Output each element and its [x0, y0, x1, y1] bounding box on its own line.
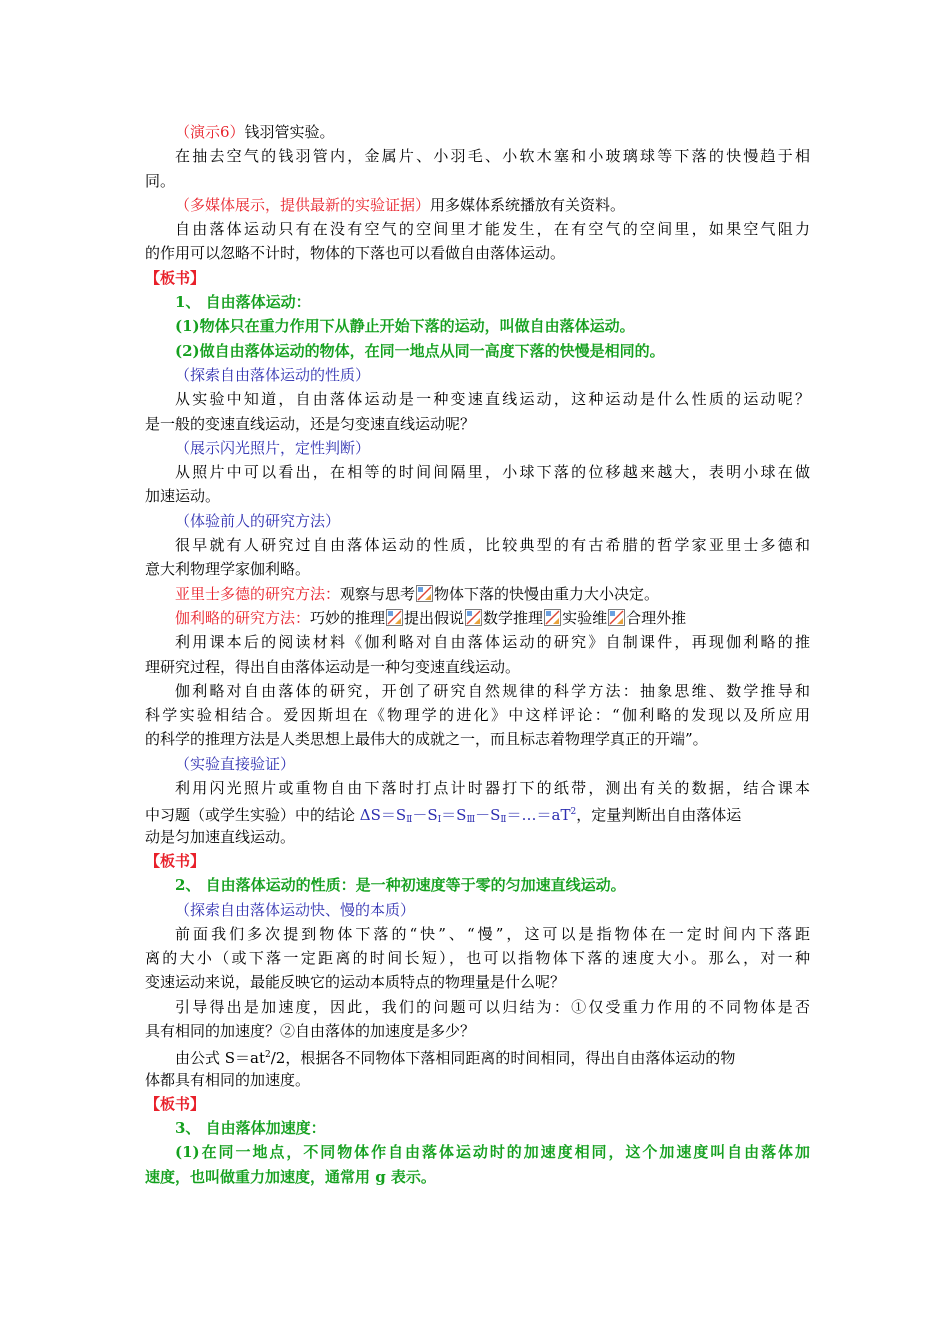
paragraph-line: 加速运动。 [145, 487, 221, 506]
formula-outro: ，定量判断出自由落体运 [576, 806, 742, 825]
paragraph-line: 理研究过程，得出自由落体运动是一种匀变速直线运动。 [145, 657, 521, 676]
paragraph-line: 从照片中可以看出，在相等的时间间隔里，小球下落的位移越来越大，表明小球在做 [175, 463, 810, 482]
paragraph-line: 引导得出是加速度，因此，我们的问题可以归结为：①仅受重力作用的不同物体是否 [175, 997, 810, 1016]
heading-1: 1、 自由落体运动： [175, 293, 311, 312]
paragraph-line: 很早就有人研究过自由落体运动的性质，比较典型的有古希腊的哲学家亚里士多德和 [175, 536, 810, 555]
paragraph-line: 的作用可以忽略不计时，物体的下落也可以看做自由落体运动。 [145, 244, 566, 263]
heading-3: 3、 自由落体加速度： [175, 1119, 326, 1138]
paragraph-line: 利用课本后的阅读材料《伽利略对自由落体运动的研究》自制课件，再现伽利略的推 [175, 633, 810, 652]
formula: $\Delta S=S_Ⅱ-S_Ⅰ=S_Ⅲ-S_Ⅱ=\dots=aT^2$ [359, 806, 577, 826]
galileo-step: 实验维 [562, 608, 608, 627]
formula-line-2: 由公式 $S=at^2/2$，根据各不同物体下落相同距离的时间相同，得出自由落体运动的物 [175, 1049, 736, 1068]
media-line [145, 193, 810, 217]
demo6-tag: （演示6） [175, 123, 245, 141]
paragraph-line: 的科学的推理方法是人类思想上最伟大的成就之一，而且标志着物理学真正的开端”。 [145, 730, 708, 749]
demo6-line [145, 120, 810, 144]
paragraph-line: 动是匀加速直线运动。 [145, 827, 296, 846]
galileo-tag: 伽利略的研究方法： [175, 608, 311, 627]
paragraph-line: 利用闪光照片或重物自由下落时打点计时器打下的纸带，测出有关的数据，结合课本 [175, 779, 810, 798]
broken-image-icon [416, 585, 433, 602]
document-page [145, 120, 810, 1189]
demo6-text: 钱羽管实验。 [244, 123, 335, 141]
galileo-step: 数学推理 [483, 608, 544, 627]
paragraph-line: 前面我们多次提到物体下落的“快”、“慢”，这可以是指物体在一定时间内下落距 [175, 924, 810, 943]
board-label: 【板书】 [145, 268, 206, 287]
formula-line [145, 800, 810, 824]
galileo-step: 巧妙的推理 [310, 608, 386, 627]
broken-image-icon [608, 609, 625, 626]
aristotle-line [145, 582, 810, 606]
aristotle-conclusion: 物体下落的快慢由重力大小决定。 [434, 584, 660, 603]
paragraph-line: 具有相同的加速度？②自由落体的加速度是多少？ [145, 1021, 476, 1040]
definition-2: (2)做自由落体运动的物体，在同一地点从同一高度下落的快慢是相同的。 [175, 341, 665, 360]
paragraph-line: 科学实验相结合。爱因斯坦在《物理学的进化》中这样评论：“伽利略的发现以及所应用 [145, 706, 810, 725]
paragraph-line: 自由落体运动只有在没有空气的空间里才能发生，在有空气的空间里，如果空气阻力 [175, 220, 810, 239]
paragraph-line: 是一般的变速直线运动，还是匀变速直线运动呢？ [145, 414, 476, 433]
paragraph-line: 在抽去空气的钱羽管内，金属片、小羽毛、小软木塞和小玻璃球等下落的快慢趋于相 [175, 147, 810, 166]
heading-2: 2、 自由落体运动的性质：是一种初速度等于零的匀加速直线运动。 [175, 876, 626, 895]
galileo-line [145, 606, 810, 630]
definition-3: (1)在同一地点，不同物体作自由落体运动时的加速度相同，这个加速度叫自由落体加 [175, 1143, 810, 1162]
broken-image-icon [465, 609, 482, 626]
aristotle-step: 观察与思考 [340, 584, 416, 603]
formula-intro: 中习题（或学生实验）中的结论 [145, 806, 356, 825]
experience-tag: （体验前人的研究方法） [175, 511, 341, 530]
media-tag: （多媒体展示，提供最新的实验证据） [175, 195, 431, 214]
board-label: 【板书】 [145, 1094, 206, 1113]
paragraph-line: 从实验中知道，自由落体运动是一种变速直线运动，这种运动是什么性质的运动呢？ [175, 390, 810, 409]
paragraph-line: 体都具有相同的加速度。 [145, 1070, 311, 1089]
broken-image-icon [544, 609, 561, 626]
definition-1: (1)物体只在重力作用下从静止开始下落的运动，叫做自由落体运动。 [175, 317, 635, 336]
paragraph-line: 离的大小（或下落一定距离的时间长短），也可以指物体下落的速度大小。那么，对一种 [145, 949, 810, 968]
paragraph-line: 变速运动来说，最能反映它的运动本质特点的物理量是什么呢？ [145, 973, 566, 992]
paragraph-line: 同。 [145, 171, 176, 190]
board-label: 【板书】 [145, 851, 206, 870]
explore-tag-2: （探索自由落体运动快、慢的本质） [175, 900, 416, 919]
broken-image-icon [386, 609, 403, 626]
galileo-step: 提出假说 [404, 608, 465, 627]
verify-tag: （实验直接验证） [175, 754, 296, 773]
photo-tag: （展示闪光照片，定性判断） [175, 438, 371, 457]
paragraph-line: 意大利物理学家伽利略。 [145, 560, 311, 579]
galileo-step: 合理外推 [626, 608, 687, 627]
aristotle-tag: 亚里士多德的研究方法： [175, 584, 341, 603]
definition-3-cont: 速度，也叫做重力加速度，通常用 g 表示。 [145, 1167, 436, 1186]
explore-tag-1: （探索自由落体运动的性质） [175, 365, 371, 384]
media-text: 用多媒体系统播放有关资料。 [430, 195, 626, 214]
paragraph-line: 伽利略对自由落体的研究，开创了研究自然规律的科学方法：抽象思维、数学推导和 [175, 681, 810, 700]
